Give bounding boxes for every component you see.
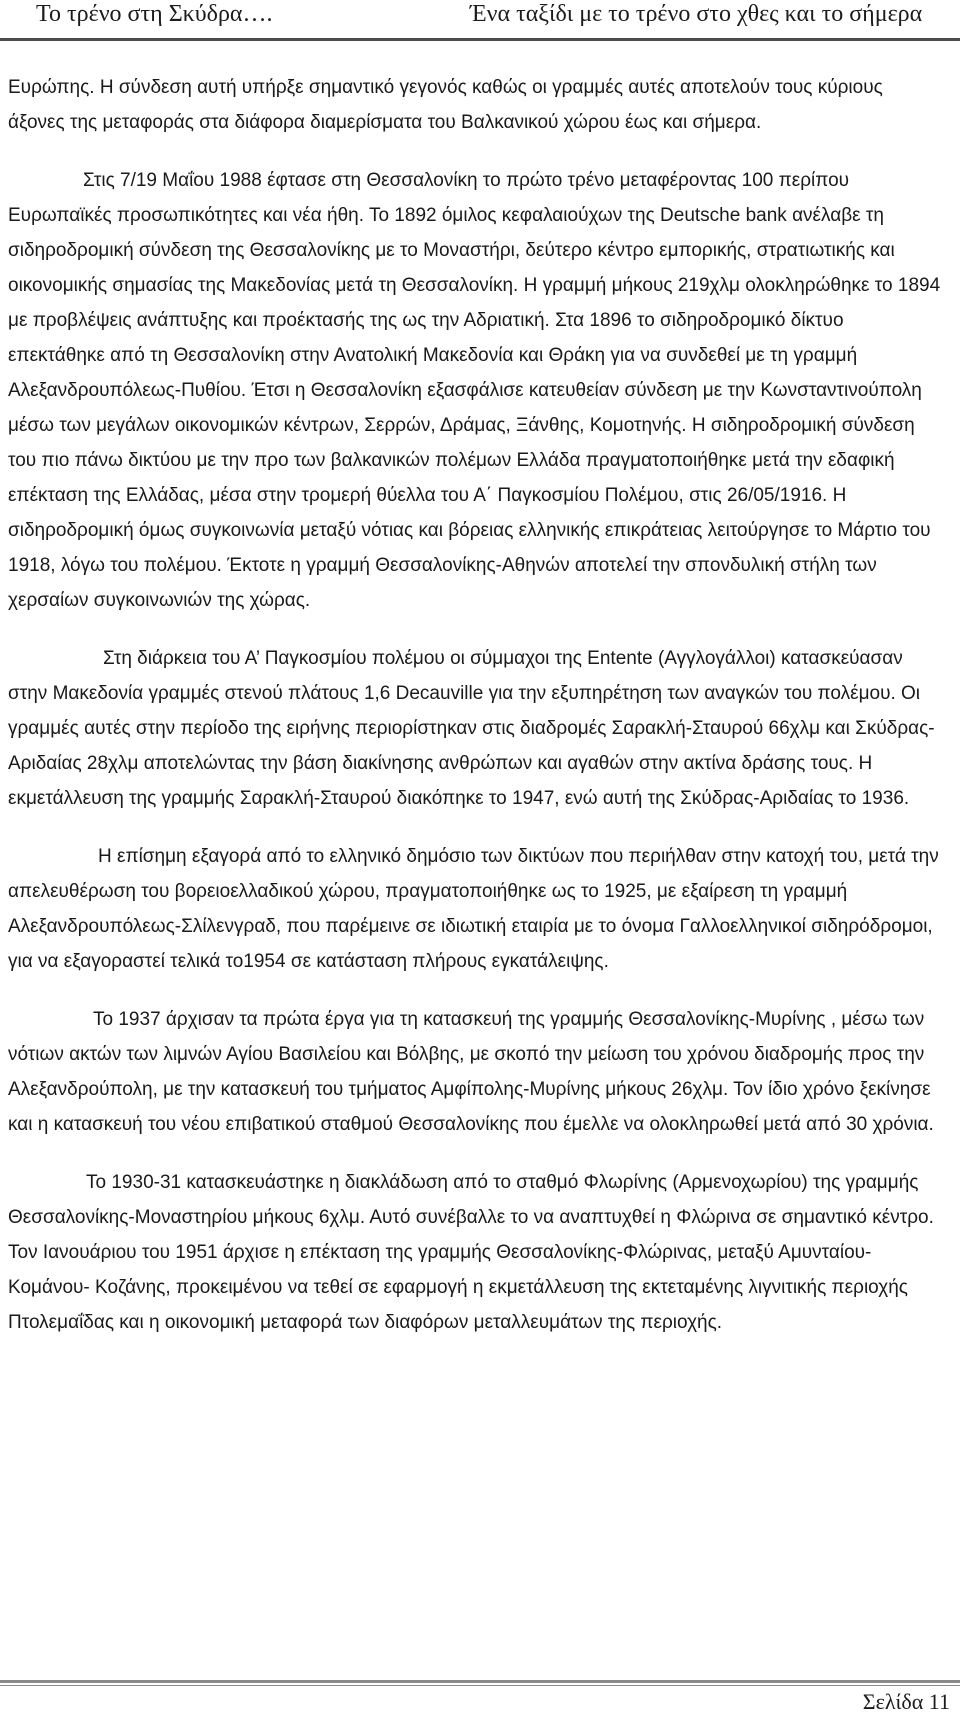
paragraph-myrini-line: Το 1937 άρχισαν τα πρώτα έργα για τη κατασκευή της γραμμής Θεσσαλονίκης-Μυρίνης , μέσω των νότιων ακτών των λιμνών Αγίου Βασιλείου και Βόλβης, με σκοπό την μείωση του χρόνου διαδρομής προς την Αλεξανδρούπολη, με την κατασκευή του τμήματος Αμφίπολης-Μυρίνης μήκους 26χλμ. Τον ίδιο χρόνο ξεκίνησε και η κατασκευή του νέου επιβατικού σταθμού Θεσσαλονίκης που έμελλε να ολοκληρωθεί μετά από 30 χρόνια.	[8, 1009, 934, 1135]
paragraph-state-acquisition: Η επίσημη εξαγορά από το ελληνικό δημόσιο των δικτύων που περιήλθαν στην κατοχή του, μετά την απελευθέρωση του βορειοελλαδικού χώρου, πραγματοποιήθηκε ως το 1925, με εξαίρεση τη γραμμή Αλεξανδρουπόλεως-Σλίλενγραδ, που παρέμεινε σε ιδιωτική εταιρία με το όνομα Γαλλοελληνικοί σιδηρόδρομοι, για να εξαγοραστεί τελικά το1954 σε κατάσταση πλήρους εγκατάλειψης.	[8, 846, 939, 972]
paragraph-florina-branch: Το 1930-31 κατασκευάστηκε η διακλάδωση από το σταθμό Φλωρίνης (Αρμενοχωρίου) της γραμμής Θεσσαλονίκης-Μοναστηρίου μήκους 6χλμ. Αυτό συνέβαλλε το να αναπτυχθεί η Φλώρινα σε σημαντικό κέντρο. Τον Ιανουάριου του 1951 άρχισε η επέκταση της γραμμής Θεσσαλονίκης-Φλώρινας, μεταξύ Αμυνταίου- Κομάνου- Κοζάνης, προκειμένου να τεθεί σε εφαρμογή η εκμετάλλευση της εκτεταμένης λιγνιτικής περιοχής Πτολεμαΐδας και η οικονομική μεταφορά των διαφόρων μεταλλευμάτων της περιοχής.	[8, 1172, 934, 1333]
paragraph-continuation: Ευρώπης. Η σύνδεση αυτή υπήρξε σημαντικό γεγονός καθώς οι γραμμές αυτές αποτελούν τους κύριους άξονες της μεταφοράς στα διάφορα διαμερίσματα του Βαλκανικού χώρου έως και σήμερα.	[8, 77, 883, 133]
footer-divider	[0, 1680, 960, 1683]
header-title-right: Ένα ταξίδι με το τρένο στο χθες και το σήμερα	[470, 1, 923, 27]
document-body	[8, 70, 942, 1363]
running-header	[0, 0, 960, 34]
header-title-left: Το τρένο στη Σκύδρα….	[36, 1, 273, 27]
header-divider	[0, 38, 960, 41]
paragraph-thessaloniki-railway: Στις 7/19 Μαΐου 1988 έφτασε στη Θεσσαλονίκη το πρώτο τρένο μεταφέροντας 100 περίπου Ευρωπαϊκές προσωπικότητες και νέα ήθη. Το 1892 όμιλος κεφαλαιούχων της Deutsche bank ανέλαβε τη σιδηροδρομική σύνδεση της Θεσσαλονίκης με το Μοναστήρι, δεύτερο κέντρο εμπορικής, στρατιωτικής και οικονομικής σημασίας της Μακεδονίας μετά τη Θεσσαλονίκη. Η γραμμή μήκους 219χλμ ολοκληρώθηκε το 1894 με προβλέψεις ανάπτυξης και προέκτασής της ως την Αδριατική. Στα 1896 το σιδηροδρομικό δίκτυο επεκτάθηκε από τη Θεσσαλονίκη στην Ανατολική Μακεδονία και Θράκη για να συνδεθεί με τη γραμμή Αλεξανδρουπόλεως-Πυθίου. Έτσι η Θεσσαλονίκη εξασφάλισε κατευθείαν σύνδεση με την Κωνσταντινούπολη μέσω των μεγάλων οικονομικών κέντρων, Σερρών, Δράμας, Ξάνθης, Κομοτηνής. Η σιδηροδρομική σύνδεση του πιο πάνω δικτύου με την προ των βαλκανικών πολέμων Ελλάδα πραγματοποιήθηκε μετά την εδαφική επέκταση της Ελλάδας, μέσα στην τρομερή θύελλα του Α΄ Παγκοσμίου Πολέμου, στις 26/05/1916. Η σιδηροδρομική όμως συγκοινωνία μεταξύ νότιας και βόρειας ελληνικής επικράτειας λειτούργησε το Μάρτιο του 1918, λόγω του πολέμου. Έκτοτε η γραμμή Θεσσαλονίκης-Αθηνών αποτελεί την σπονδυλική στήλη των χερσαίων συγκοινωνιών της χώρας.	[8, 170, 941, 611]
page-number: Σελίδα 11	[862, 1689, 950, 1714]
paragraph-decauville-lines: Στη διάρκεια του Α’ Παγκοσμίου πολέμου οι σύμμαχοι της Entente (Αγγλογάλλοι) κατασκεύασαν στην Μακεδονία γραμμές στενού πλάτους 1,6 Decauville για την εξυπηρέτηση των αναγκών του πολέμου. Οι γραμμές αυτές στην περίοδο της ειρήνης περιορίστηκαν στις διαδρομές Σαρακλή-Σταυρού 66χλμ και Σκύδρας-Αριδαίας 28χλμ αποτελώντας την βάση διακίνησης ανθρώπων και αγαθών στην ακτίνα δράσης τους. Η εκμετάλλευση της γραμμής Σαρακλή-Σταυρού διακόπηκε το 1947, ενώ αυτή της Σκύδρας-Αριδαίας το 1936.	[8, 648, 935, 809]
footer-divider-thin	[0, 1685, 960, 1686]
